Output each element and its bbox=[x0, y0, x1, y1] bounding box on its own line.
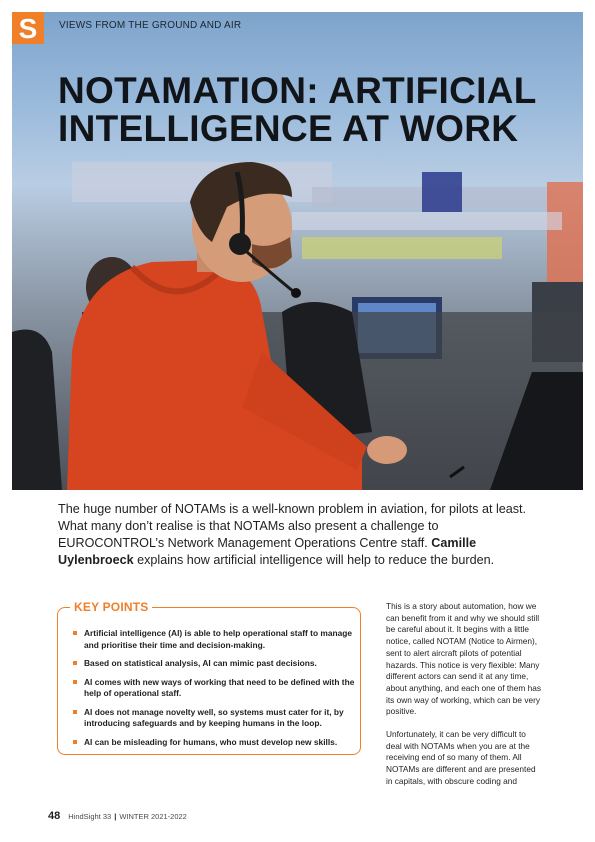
section-logo bbox=[12, 12, 44, 44]
body-paragraph-1: This is a story about automation, how we can benefit from it and why we should still be careful about it. It begins with a little notice, called NOTAM (Notice to Airmen), sent to alert aircraft pilots of potential hazards. This notice is very flexible: Many different actors can send it at any time, about anything, and each one of them has its own way of working, which can be very positive. bbox=[386, 601, 541, 717]
bullet-square-icon bbox=[73, 661, 77, 665]
key-point-item bbox=[73, 707, 355, 730]
issue-date: WINTER 2021-2022 bbox=[119, 812, 187, 821]
key-point-item bbox=[73, 628, 355, 651]
key-point-text: Artificial intelligence (AI) is able to help operational staff to manage and prioritise their time and decision-making. bbox=[84, 628, 353, 650]
intro-text-end: explains how artificial intelligence will help to reduce the burden. bbox=[133, 553, 495, 567]
body-paragraph-2: Unfortunately, it can be very difficult to deal with NOTAMs when you are at the receiving end of so many of them. All NOTAMs are different and are presented in capitals, with obscure coding and bbox=[386, 729, 536, 786]
key-points-list bbox=[73, 628, 355, 755]
author-name: Camille Uylenbroeck bbox=[58, 536, 477, 567]
logo-letter: S bbox=[18, 13, 38, 44]
key-points-title: KEY POINTS bbox=[70, 600, 152, 614]
intro-text-start: The huge number of NOTAMs is a well-known problem in aviation, for pilots at least. What many don’t realise is that NOTAMs also present a challenge to EUROCONTROL’s Network Management Operations Centre staff. bbox=[58, 502, 527, 550]
key-point-item bbox=[73, 658, 355, 670]
key-point-text: AI comes with new ways of working that need to be defined with the help of operational staff. bbox=[84, 676, 355, 698]
key-point-item bbox=[73, 737, 355, 749]
bullet-square-icon bbox=[73, 740, 77, 744]
bullet-square-icon bbox=[73, 710, 77, 714]
article-title-line-2: INTELLIGENCE AT WORK bbox=[58, 108, 519, 149]
page-number: 48 bbox=[48, 810, 61, 822]
publication-name: HindSight 33 bbox=[68, 812, 112, 821]
article-title bbox=[58, 72, 558, 148]
footer-separator: | bbox=[114, 812, 117, 821]
bullet-square-icon bbox=[73, 680, 77, 684]
article-title-line-1: NOTAMATION: ARTIFICIAL bbox=[58, 70, 537, 111]
article-intro bbox=[58, 501, 548, 569]
key-point-text: AI can be misleading for humans, who must develop new skills. bbox=[84, 736, 338, 747]
bullet-square-icon bbox=[73, 631, 77, 635]
body-text-column bbox=[386, 601, 541, 799]
section-logo-s-icon bbox=[12, 12, 44, 44]
page-footer bbox=[48, 810, 187, 822]
key-point-text: Based on statistical analysis, AI can mimic past decisions. bbox=[84, 658, 317, 668]
section-label: VIEWS FROM THE GROUND AND AIR bbox=[59, 20, 242, 31]
key-point-text: AI does not manage novelty well, so systems must cater for it, by introducing safeguards and by keeping humans in the loop. bbox=[84, 706, 344, 728]
key-point-item bbox=[73, 677, 355, 700]
